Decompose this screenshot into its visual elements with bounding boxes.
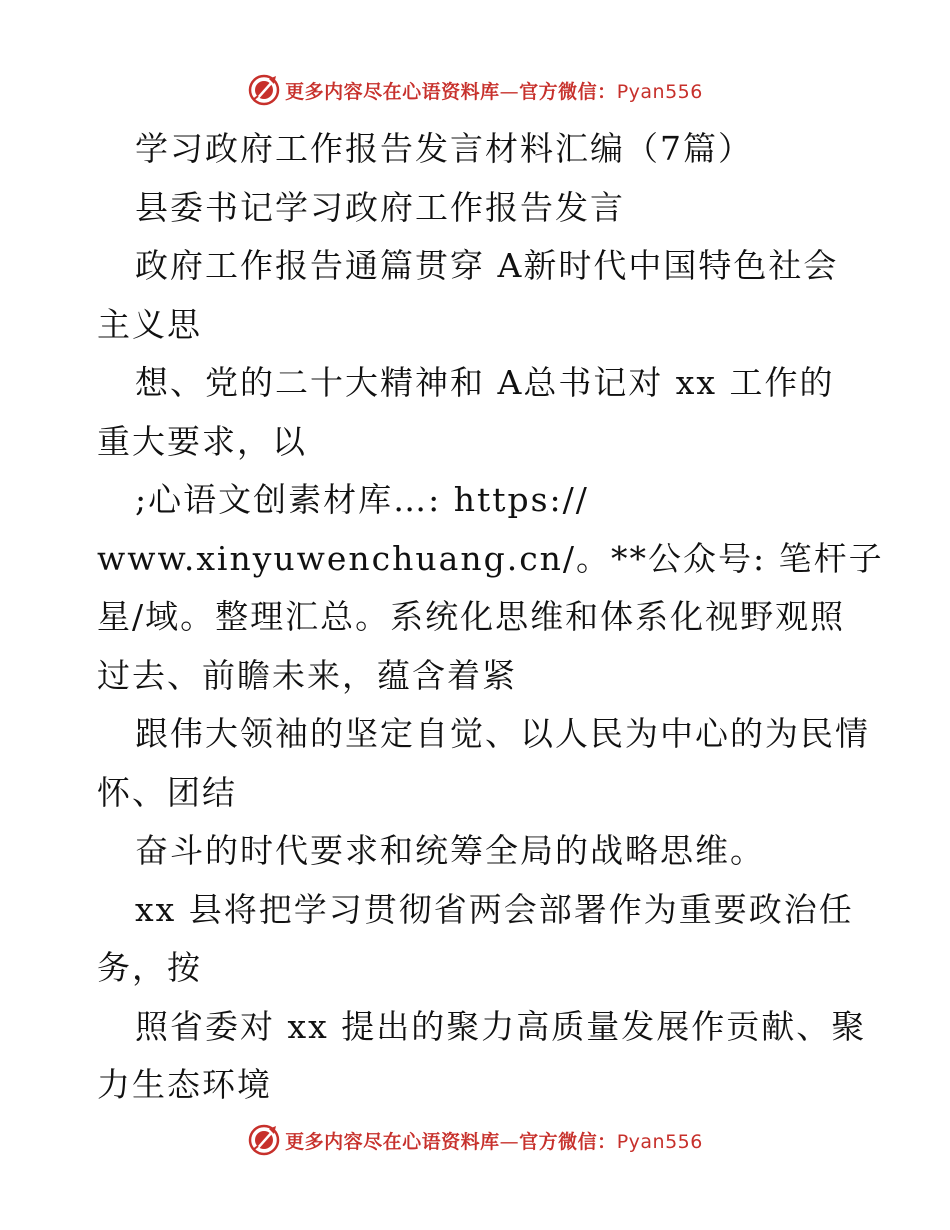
text-line: 力生态环境 bbox=[97, 1065, 272, 1104]
banner-official-text: 官方微信： bbox=[519, 1130, 617, 1153]
banner-wechat-id: Pyan556 bbox=[616, 80, 703, 103]
banner-wechat-id: Pyan556 bbox=[616, 1130, 703, 1153]
text-line: xx 县将把学习贯彻省两会部署作为重要政治任 bbox=[135, 889, 854, 929]
text-line: 重大要求，以 bbox=[97, 421, 307, 461]
quill-pen-circle-icon bbox=[247, 1123, 281, 1157]
footer-banner bbox=[0, 1120, 950, 1160]
banner-text bbox=[285, 1127, 703, 1154]
text-line: 想、党的二十大精神和 A总书记对 xx 工作的 bbox=[135, 363, 835, 402]
quill-pen-circle-icon bbox=[247, 73, 281, 107]
document-body bbox=[97, 120, 884, 1115]
text-line: 照省委对 xx 提出的聚力高质量发展作贡献、聚 bbox=[135, 1006, 867, 1046]
text-line: 怀、团结 bbox=[97, 772, 237, 812]
text-line: 星/域。整理汇总。系统化思维和体系化视野观照 bbox=[97, 597, 846, 636]
banner-separator: — bbox=[499, 1130, 520, 1153]
text-line: 主义思 bbox=[97, 304, 202, 344]
banner-site-text: 更多内容尽在心语资料库 bbox=[285, 80, 500, 103]
text-line: www.xinyuwenchuang.cn/。**公众号: 笔杆子 bbox=[97, 538, 884, 578]
text-line: ;心语文创素材库…: https:// bbox=[135, 480, 589, 519]
text-line: 政府工作报告通篇贯穿 A新时代中国特色社会 bbox=[135, 246, 839, 285]
text-line: 学习政府工作报告发言材料汇编（7篇） bbox=[135, 129, 753, 168]
text-line: 务，按 bbox=[97, 948, 202, 987]
banner-official-text: 官方微信： bbox=[519, 80, 617, 103]
banner-text bbox=[285, 77, 703, 104]
text-line: 奋斗的时代要求和统筹全局的战略思维。 bbox=[135, 831, 765, 870]
header-banner bbox=[0, 70, 950, 110]
text-line: 跟伟大领袖的坚定自觉、以人民为中心的为民情 bbox=[135, 714, 870, 753]
banner-separator: — bbox=[499, 80, 520, 103]
text-line: 过去、前瞻未来，蕴含着紧 bbox=[97, 655, 517, 695]
banner-site-text: 更多内容尽在心语资料库 bbox=[285, 1130, 500, 1153]
text-line: 县委书记学习政府工作报告发言 bbox=[135, 187, 625, 227]
